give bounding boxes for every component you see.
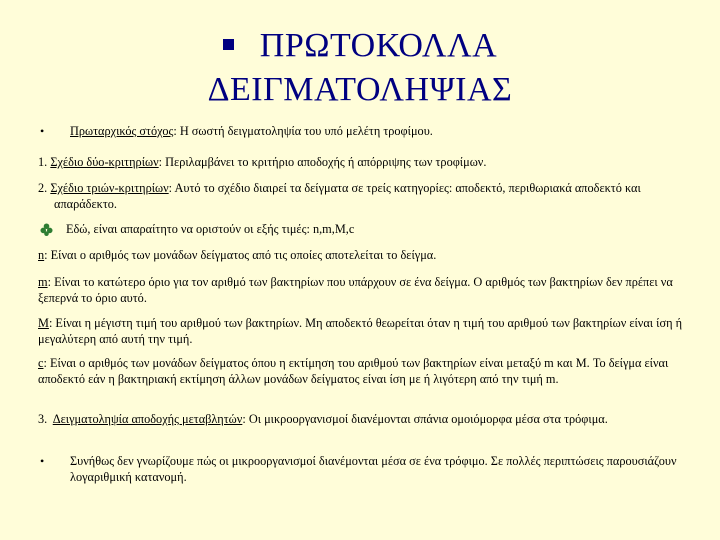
item-3-text: : Οι μικροοργανισμοί διανέμονται σπάνια ομοιόμορφα μέσα στα τρόφιμα.	[242, 412, 608, 426]
diamond-bullet-icon	[40, 223, 53, 236]
item-3-label: Δειγματοληψία αποδοχής μεταβλητών	[52, 412, 243, 426]
diamond-line	[40, 222, 690, 238]
square-bullet-icon	[223, 39, 234, 50]
item-1-label: Σχέδιο δύο-κριτηρίων	[50, 155, 159, 169]
item-1-number: 1.	[38, 155, 48, 169]
def-M-label: M	[38, 316, 49, 330]
def-c	[38, 356, 688, 387]
item-2	[38, 181, 688, 212]
item-2-number: 2.	[38, 181, 48, 195]
title-line-1: ΠΡΩΤΟΚΟΛΛΑ	[259, 27, 498, 64]
def-n	[38, 248, 688, 264]
bullet-main-text: : Η σωστή δειγματοληψία του υπό μελέτη τροφίμου.	[173, 124, 433, 138]
title-line-2: ΔΕΙΓΜΑΤΟΛΗΨΙΑΣ	[207, 71, 513, 108]
dot-bullet-icon: •	[40, 124, 45, 138]
dot-bullet-icon: •	[40, 454, 45, 468]
item-2-text: : Αυτό το σχέδιο διαιρεί τα δείγματα σε τρείς κατηγορίες: αποδεκτό, περιθωριακά αποδεκτό και απαράδεκτο.	[54, 181, 641, 211]
item-3	[38, 412, 688, 428]
def-M-text: : Είναι η μέγιστη τιμή του αριθμού των βακτηρίων. Μη αποδεκτό θεωρείται όταν η τιμή του αριθμού των βακτηρίων είναι ίση ή μεγαλύτερη από αυτή την τιμή.	[38, 316, 683, 346]
bullet-last	[40, 454, 690, 485]
item-1	[38, 155, 688, 171]
def-n-label: n	[38, 248, 45, 262]
def-c-text: : Είναι ο αριθμός των μονάδων δείγματος όπου η εκτίμηση του αριθμού των βακτηρίων είναι μεταξύ m και M. Το δείγμα είναι αποδεκτό εάν η βακτηριακή εκτίμηση άλλων μονάδων δείγματος είναι ίση με ή λιγότερη από την τιμή m.	[38, 356, 669, 386]
def-M	[38, 316, 688, 347]
bullet-main	[40, 124, 690, 140]
def-m-text: : Είναι το κατώτερο όριο για τον αριθμό των βακτηρίων που υπάρχουν σε ένα δείγμα. Ο αριθμός των βακτηρίων δεν πρέπει να ξεπερνά το όριο αυτό.	[38, 275, 673, 305]
def-n-text: : Είναι ο αριθμός των μονάδων δείγματος από τις οποίες αποτελείται το δείγμα.	[44, 248, 437, 262]
bullet-last-text: Συνήθως δεν γνωρίζουμε πώς οι μικροοργανισμοί διανέμονται μέσα σε ένα τρόφιμο. Σε πολλές περιπτώσεις παρουσιάζουν λογαριθμική κατανομή.	[70, 454, 677, 484]
item-3-number: 3.	[38, 412, 48, 426]
bullet-main-label: Πρωταρχικός στόχος	[70, 124, 174, 138]
item-1-text: : Περιλαμβάνει το κριτήριο αποδοχής ή απόρριψης των τροφίμων.	[158, 155, 487, 169]
def-m-label: m	[38, 275, 48, 289]
item-2-label: Σχέδιο τριών-κριτηρίων	[50, 181, 169, 195]
def-m	[38, 275, 688, 306]
def-c-label: c	[38, 356, 44, 370]
diamond-line-text: Εδώ, είναι απαραίτητο να οριστούν οι εξής τιμές: n,m,M,c	[66, 222, 355, 236]
